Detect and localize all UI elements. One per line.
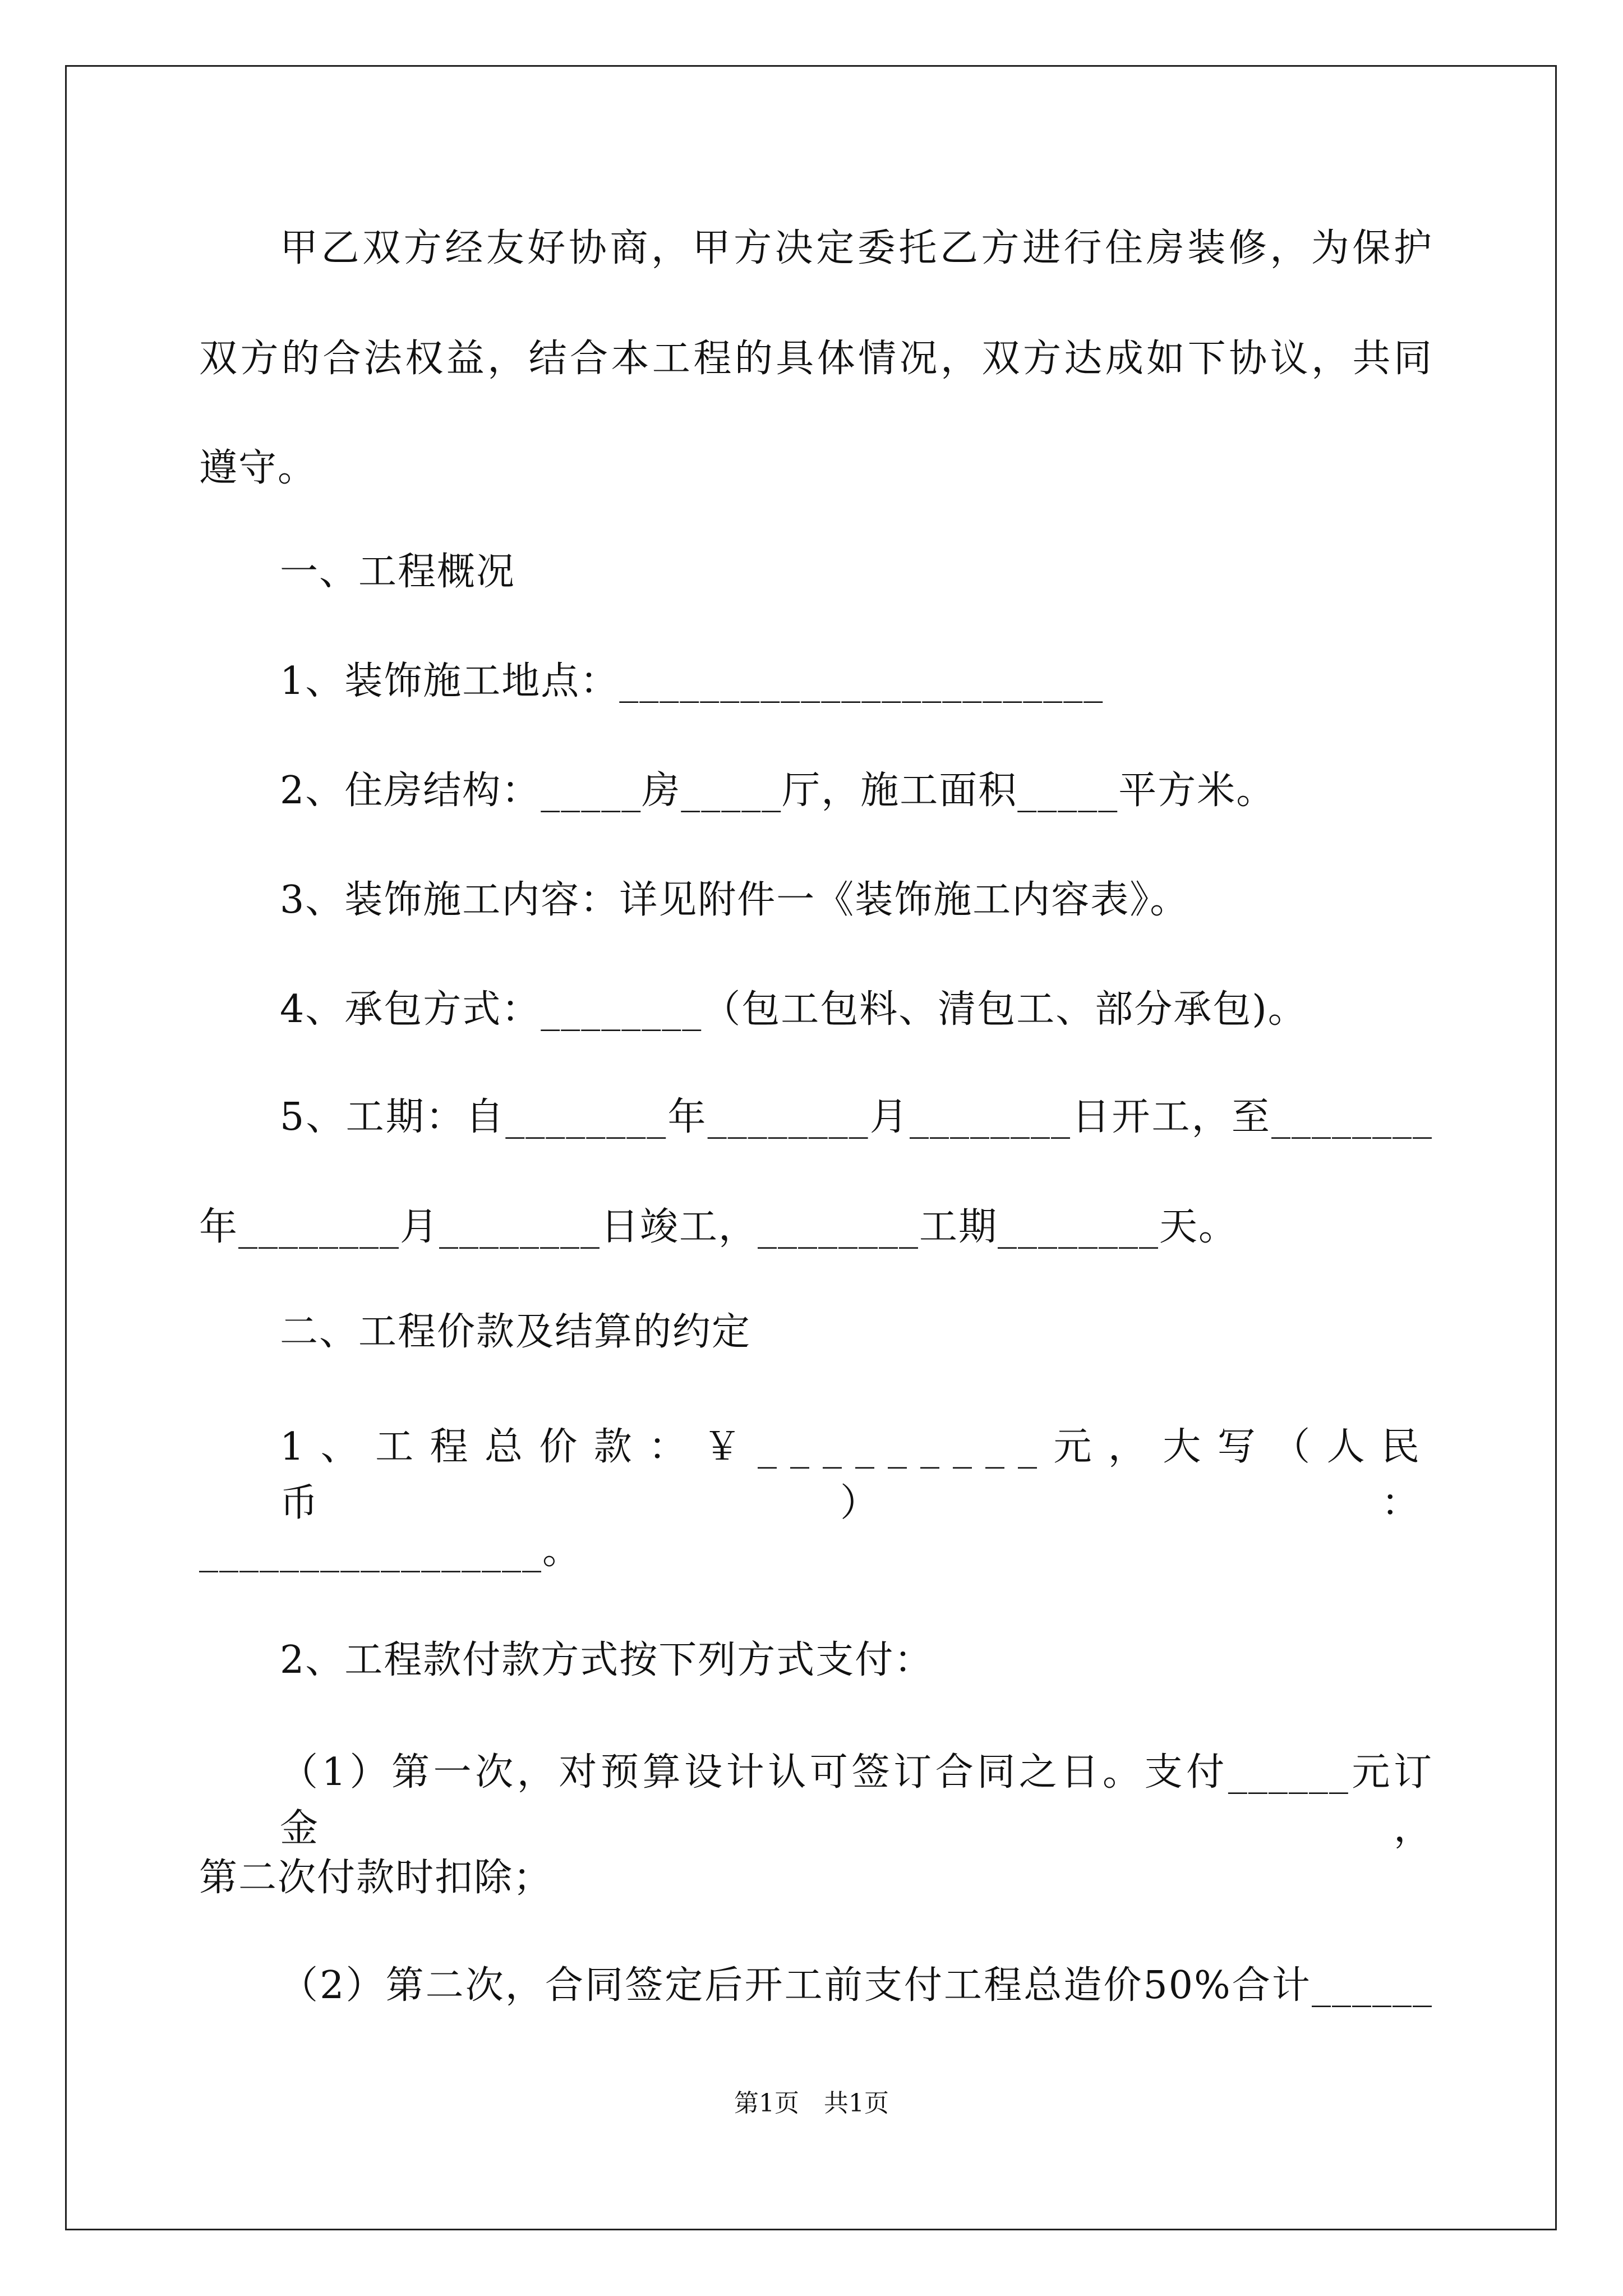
section-heading-project-overview: 一、工程概况 — [280, 550, 516, 594]
paragraph-intro-line-3: 遵守。 — [199, 446, 317, 490]
clause-payment-method: 2、工程款付款方式按下列方式支付： — [280, 1638, 934, 1682]
clause-construction-period-line-1: 5、工期：自________年________月________日开工，至________ — [280, 1095, 1433, 1139]
clause-construction-period-line-2: 年________月________日竣工，________工期________天。 — [199, 1205, 1238, 1249]
clause-total-price-line-1: 1、工程总价款：￥_________元，大写（人民币）： — [280, 1425, 1433, 1525]
clause-construction-site: 1、装饰施工地点：________________________ — [280, 659, 1104, 703]
paragraph-intro-line-2: 双方的合法权益，结合本工程的具体情况，双方达成如下协议，共同 — [199, 337, 1433, 381]
section-heading-price-settlement: 二、工程价款及结算的约定 — [280, 1310, 751, 1354]
clause-total-price-line-2: _________________。 — [199, 1529, 582, 1573]
page-footer: 第1页 共1页 — [734, 2089, 889, 2118]
clause-first-payment-line-1: （1）第一次，对预算设计认可签订合同之日。支付______元订金， — [280, 1750, 1433, 1851]
clause-second-payment-line-1: （2）第二次，合同签定后开工前支付工程总造价50%合计______ — [280, 1963, 1433, 2008]
paragraph-intro-line-1: 甲乙双方经友好协商，甲方决定委托乙方进行住房装修，为保护 — [280, 226, 1433, 270]
clause-first-payment-line-2: 第二次付款时扣除； — [199, 1856, 553, 1900]
clause-house-structure: 2、住房结构：_____房_____厅，施工面积_____平方米。 — [280, 769, 1276, 813]
clause-construction-content: 3、装饰施工内容：详见附件一《装饰施工内容表》。 — [280, 878, 1189, 922]
clause-contract-method: 4、承包方式：________（包工包料、清包工、部分承包)。 — [280, 987, 1307, 1032]
